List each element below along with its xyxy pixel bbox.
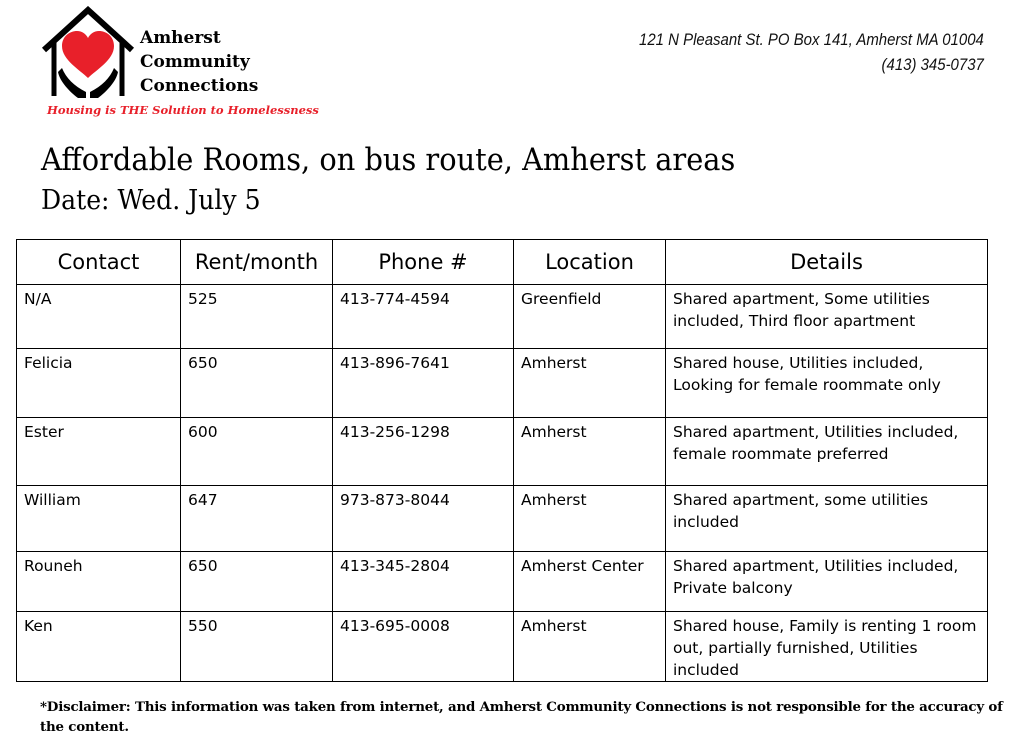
rent-cell: 525 <box>181 285 333 349</box>
org-name-line: Amherst <box>140 28 221 48</box>
contact-cell: Ester <box>17 418 181 486</box>
contact-cell: William <box>17 486 181 552</box>
details-cell: Shared apartment, Some utilities included, Third floor apartment <box>666 285 988 349</box>
phone-cell: 413-256-1298 <box>333 418 514 486</box>
details-cell: Shared apartment, Utilities included, Private balcony <box>666 552 988 612</box>
page-date: Date: Wed. July 5 <box>41 185 261 216</box>
location-cell: Amherst <box>514 612 666 682</box>
table-row <box>17 418 988 486</box>
org-address: 121 N Pleasant St. PO Box 141, Amherst MA 01004 <box>639 30 984 49</box>
house-heart-hands-icon <box>40 6 136 102</box>
column-header-details: Details <box>666 240 988 285</box>
contact-cell: Felicia <box>17 349 181 418</box>
org-name-line: Community <box>140 52 250 72</box>
disclaimer-note: *Disclaimer: This information was taken from internet, and Amherst Community Connections is not responsible for the accuracy of the content. <box>40 699 1003 735</box>
column-header-contact: Contact <box>17 240 181 285</box>
contact-cell: N/A <box>17 285 181 349</box>
location-cell: Amherst <box>514 486 666 552</box>
column-header-location: Location <box>514 240 666 285</box>
details-cell: Shared house, Utilities included, Looking for female roommate only <box>666 349 988 418</box>
location-cell: Amherst <box>514 349 666 418</box>
table-row <box>17 285 988 349</box>
column-header-phone: Phone # <box>333 240 514 285</box>
table-header-row <box>17 240 988 285</box>
location-cell: Amherst Center <box>514 552 666 612</box>
location-cell: Amherst <box>514 418 666 486</box>
column-header-rent: Rent/month <box>181 240 333 285</box>
org-tagline: Housing is THE Solution to Homelessness <box>47 103 319 117</box>
rent-cell: 650 <box>181 552 333 612</box>
details-cell: Shared apartment, Utilities included, female roommate preferred <box>666 418 988 486</box>
phone-cell: 413-896-7641 <box>333 349 514 418</box>
org-name <box>140 26 300 98</box>
phone-cell: 413-695-0008 <box>333 612 514 682</box>
org-logo <box>36 4 319 120</box>
contact-cell: Rouneh <box>17 552 181 612</box>
rent-cell: 600 <box>181 418 333 486</box>
table-row <box>17 612 988 682</box>
contact-cell: Ken <box>17 612 181 682</box>
page-title: Affordable Rooms, on bus route, Amherst areas <box>41 142 736 178</box>
rent-cell: 650 <box>181 349 333 418</box>
rent-cell: 647 <box>181 486 333 552</box>
rooms-table <box>16 239 988 682</box>
org-name-line: Connections <box>140 76 259 96</box>
phone-cell: 973-873-8044 <box>333 486 514 552</box>
details-cell: Shared house, Family is renting 1 room out, partially furnished, Utilities included <box>666 612 988 682</box>
table-row <box>17 552 988 612</box>
phone-cell: 413-774-4594 <box>333 285 514 349</box>
phone-cell: 413-345-2804 <box>333 552 514 612</box>
details-cell: Shared apartment, some utilities included <box>666 486 988 552</box>
org-phone: (413) 345-0737 <box>881 55 984 74</box>
table-row <box>17 486 988 552</box>
org-contact-info <box>639 27 984 77</box>
rent-cell: 550 <box>181 612 333 682</box>
location-cell: Greenfield <box>514 285 666 349</box>
table-row <box>17 349 988 418</box>
